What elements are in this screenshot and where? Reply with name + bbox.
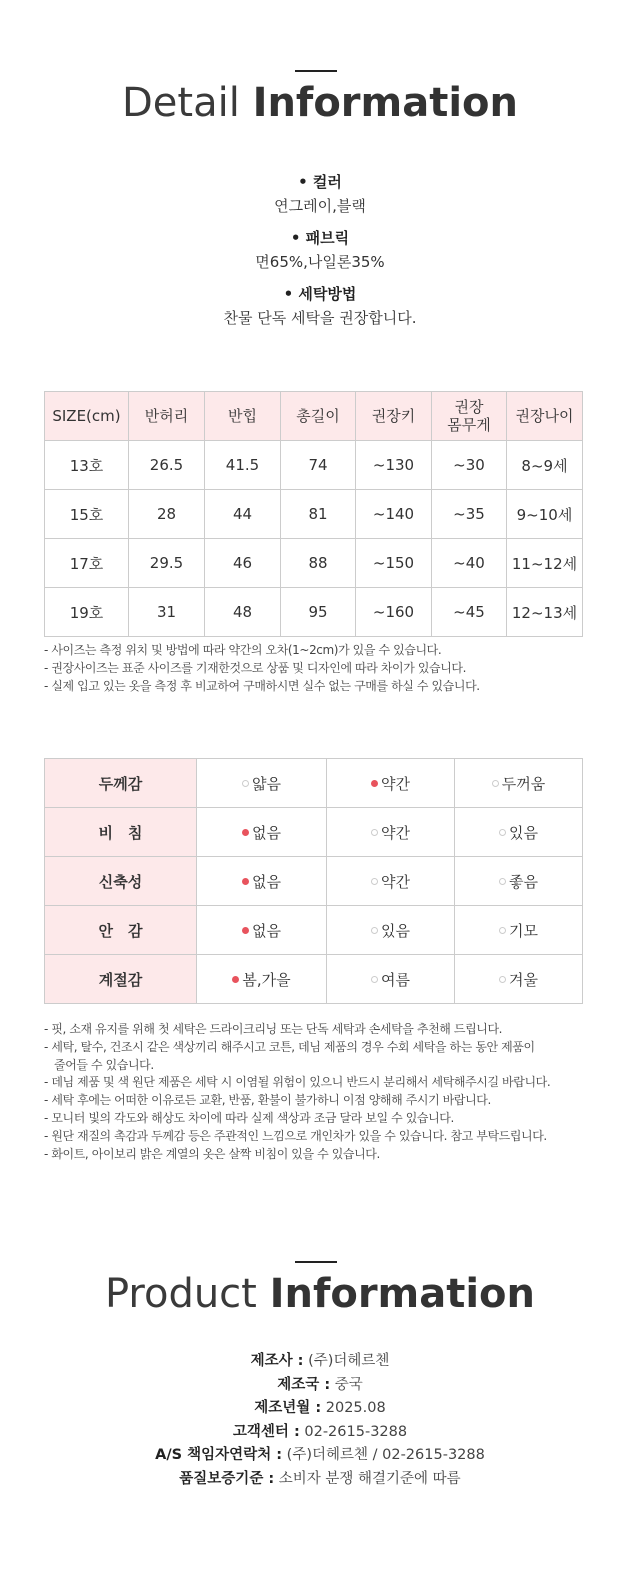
empty-dot-icon xyxy=(499,976,506,983)
table-row xyxy=(45,539,583,588)
feel-option-selected xyxy=(371,773,410,794)
size-header-cell: 총길이 xyxy=(281,392,356,441)
product-info-value: 소비자 분쟁 해결기준에 따름 xyxy=(278,1470,461,1487)
product-info-value: 2025.08 xyxy=(325,1400,386,1417)
filled-dot-icon xyxy=(232,976,239,983)
feel-option xyxy=(499,920,538,941)
size-cell: ~45 xyxy=(432,588,507,637)
care-note: 줄어들 수 있습니다. xyxy=(54,1057,154,1072)
size-cell: 19호 xyxy=(45,588,129,637)
table-row xyxy=(45,490,583,539)
detail-title-bold: Information xyxy=(252,80,518,126)
filled-dot-icon xyxy=(242,878,249,885)
product-info-key: A/S 책임자연락처 : xyxy=(155,1447,283,1464)
feel-option-label: 약간 xyxy=(381,823,410,842)
size-cell: 9~10세 xyxy=(507,490,583,539)
size-table xyxy=(44,391,583,637)
size-cell: ~130 xyxy=(356,441,432,490)
feel-option-label: 좋음 xyxy=(509,872,538,891)
care-note: - 세탁 후에는 어떠한 이유로든 교환, 반품, 환불이 불가하니 이점 양해해 주시기 바랍니다. xyxy=(44,1093,491,1108)
empty-dot-icon xyxy=(242,780,249,787)
feel-option-cell xyxy=(327,906,455,955)
size-cell: 13호 xyxy=(45,441,129,490)
detail-title-bar xyxy=(295,70,337,72)
feel-row-label: 비 침 xyxy=(45,808,197,857)
size-header-cell: 권장나이 xyxy=(507,392,583,441)
info-value: 찬물 단독 세탁을 권장합니다. xyxy=(223,309,417,327)
care-note: - 핏, 소재 유지를 위해 첫 세탁은 드라이크리닝 또는 단독 세탁과 손세탁을 추천해 드립니다. xyxy=(44,1022,503,1036)
care-note: - 모니터 빛의 각도와 해상도 차이에 따라 실제 색상과 조금 달라 보일 수 있습니다. xyxy=(44,1110,454,1125)
detail-title xyxy=(0,80,640,126)
size-cell: 81 xyxy=(281,490,356,539)
size-header-cell: 반힙 xyxy=(205,392,281,441)
feel-option xyxy=(499,969,538,990)
size-cell: ~40 xyxy=(432,539,507,588)
info-label: • 패브릭 xyxy=(290,229,350,247)
size-cell: ~140 xyxy=(356,490,432,539)
empty-dot-icon xyxy=(371,878,378,885)
feel-option-label: 있음 xyxy=(509,823,538,842)
feel-row-label: 계절감 xyxy=(45,955,197,1004)
size-cell: 8~9세 xyxy=(507,441,583,490)
size-header-cell: SIZE(cm) xyxy=(45,392,129,441)
feel-option-cell xyxy=(197,955,327,1004)
size-cell: 17호 xyxy=(45,539,129,588)
size-cell: 28 xyxy=(129,490,205,539)
feel-table-row xyxy=(45,808,583,857)
feel-option-cell xyxy=(455,906,583,955)
feel-table-row xyxy=(45,955,583,1004)
product-info-line xyxy=(0,1350,640,1374)
product-info-key: 품질보증기준 : xyxy=(179,1470,275,1487)
size-header-cell: 반허리 xyxy=(129,392,205,441)
size-cell: ~30 xyxy=(432,441,507,490)
info-label: • 세탁방법 xyxy=(283,285,357,303)
size-header-cell: 권장 몸무게 xyxy=(432,392,507,441)
feel-option-selected xyxy=(242,920,281,941)
size-cell: 41.5 xyxy=(205,441,281,490)
product-info-value: (주)더헤르첸 xyxy=(308,1353,390,1369)
feel-option-label: 두꺼움 xyxy=(501,774,546,793)
info-value: 연그레이,블랙 xyxy=(274,197,366,215)
size-cell: ~35 xyxy=(432,490,507,539)
feel-option-label: 봄,가을 xyxy=(242,970,291,989)
filled-dot-icon xyxy=(242,829,249,836)
feel-row-label: 안 감 xyxy=(45,906,197,955)
product-info-value: 중국 xyxy=(334,1376,363,1393)
feel-option-cell xyxy=(455,857,583,906)
care-note: - 원단 재질의 촉감과 두께감 등은 주관적인 느낌으로 개인차가 있을 수 있습니다. 참고 부탁드립니다. xyxy=(44,1128,547,1143)
feel-option-selected xyxy=(242,822,281,843)
product-info-line xyxy=(0,1397,640,1421)
feel-option-cell xyxy=(455,759,583,808)
feel-option xyxy=(371,920,410,941)
detail-title-light: Detail xyxy=(122,80,240,126)
feel-option-label: 약간 xyxy=(381,774,410,793)
product-info-key: 제조사 : xyxy=(250,1353,304,1369)
size-cell: 12~13세 xyxy=(507,588,583,637)
empty-dot-icon xyxy=(499,829,506,836)
feel-row-label: 신축성 xyxy=(45,857,197,906)
feel-option-label: 없음 xyxy=(252,823,281,842)
size-table-header-row xyxy=(45,392,583,441)
care-note: - 화이트, 아이보리 밝은 계열의 옷은 살짝 비침이 있을 수 있습니다. xyxy=(44,1146,380,1161)
feel-option-cell xyxy=(197,906,327,955)
size-cell: 88 xyxy=(281,539,356,588)
product-title xyxy=(0,1271,640,1317)
product-info-line xyxy=(0,1468,640,1492)
size-note: - 권장사이즈는 표준 사이즈를 기재한것으로 상품 및 디자인에 따라 차이가 있습니다. xyxy=(44,660,467,675)
feel-option-label: 기모 xyxy=(509,921,538,940)
care-notes xyxy=(44,1021,604,1163)
feel-option-cell xyxy=(327,857,455,906)
feel-option xyxy=(499,871,538,892)
size-cell: 44 xyxy=(205,490,281,539)
feel-option-cell xyxy=(197,808,327,857)
product-info-key: 고객센터 : xyxy=(232,1423,300,1440)
feel-option-label: 있음 xyxy=(381,921,410,940)
feel-option-label: 여름 xyxy=(381,970,410,989)
feel-option-cell xyxy=(327,759,455,808)
empty-dot-icon xyxy=(499,878,506,885)
size-cell: 11~12세 xyxy=(507,539,583,588)
feel-option-selected xyxy=(242,871,281,892)
care-note: - 데님 제품 및 색 원단 제품은 세탁 시 이염될 위험이 있으니 반드시 분리해서 세탁해주시길 바랍니다. xyxy=(44,1075,551,1090)
size-notes xyxy=(44,642,604,695)
size-cell: ~150 xyxy=(356,539,432,588)
product-info-line xyxy=(0,1374,640,1398)
product-title-light: Product xyxy=(104,1271,257,1317)
feel-option xyxy=(492,773,545,794)
table-row xyxy=(45,588,583,637)
info-value: 면65%,나일론35% xyxy=(255,253,385,271)
fabric-feel-table xyxy=(44,758,583,1004)
feel-option-label: 겨울 xyxy=(509,970,538,989)
product-info-block xyxy=(0,1350,640,1492)
size-cell: 31 xyxy=(129,588,205,637)
feel-option-cell xyxy=(197,857,327,906)
feel-table-row xyxy=(45,857,583,906)
empty-dot-icon xyxy=(499,927,506,934)
feel-option-cell xyxy=(327,808,455,857)
size-header-cell: 권장키 xyxy=(356,392,432,441)
size-cell: 95 xyxy=(281,588,356,637)
feel-option xyxy=(371,871,410,892)
feel-option-label: 없음 xyxy=(252,921,281,940)
size-cell: 48 xyxy=(205,588,281,637)
feel-option-cell xyxy=(455,808,583,857)
feel-table-row xyxy=(45,906,583,955)
feel-option-label: 없음 xyxy=(252,872,281,891)
product-info-line xyxy=(0,1421,640,1445)
product-info-key: 제조국 : xyxy=(277,1376,331,1393)
product-title-bar xyxy=(295,1261,337,1263)
size-note: - 사이즈는 측정 위치 및 방법에 따라 약간의 오차(1~2cm)가 있을 수 있습니다. xyxy=(44,643,442,657)
empty-dot-icon xyxy=(371,976,378,983)
size-cell: 46 xyxy=(205,539,281,588)
filled-dot-icon xyxy=(371,780,378,787)
size-cell: 15호 xyxy=(45,490,129,539)
size-cell: 26.5 xyxy=(129,441,205,490)
product-info-key: 제조년월 : xyxy=(254,1400,322,1417)
feel-option xyxy=(242,773,281,794)
feel-option-label: 얇음 xyxy=(252,774,281,793)
feel-option-cell xyxy=(455,955,583,1004)
table-row xyxy=(45,441,583,490)
info-item-fabric xyxy=(0,226,640,274)
product-title-bold: Information xyxy=(269,1271,536,1317)
product-info-value: 02-2615-3288 xyxy=(304,1423,408,1440)
feel-table-row xyxy=(45,759,583,808)
feel-option-cell xyxy=(327,955,455,1004)
size-cell: ~160 xyxy=(356,588,432,637)
empty-dot-icon xyxy=(492,780,499,787)
empty-dot-icon xyxy=(371,829,378,836)
feel-option-selected xyxy=(232,969,290,990)
feel-option xyxy=(499,822,538,843)
feel-option-cell xyxy=(197,759,327,808)
detail-info-block xyxy=(0,170,640,338)
care-note: - 세탁, 탈수, 건조시 같은 색상끼리 해주시고 코튼, 데님 제품의 경우 수회 세탁을 하는 동안 제품이 xyxy=(44,1039,535,1054)
size-cell: 29.5 xyxy=(129,539,205,588)
feel-row-label: 두께감 xyxy=(45,759,197,808)
info-item-wash xyxy=(0,282,640,330)
filled-dot-icon xyxy=(242,927,249,934)
info-label: • 컬러 xyxy=(298,173,342,191)
product-info-value: (주)더헤르첸 / 02-2615-3288 xyxy=(286,1447,485,1464)
feel-option xyxy=(371,822,410,843)
feel-option xyxy=(371,969,410,990)
size-cell: 74 xyxy=(281,441,356,490)
info-item-color xyxy=(0,170,640,218)
feel-option-label: 약간 xyxy=(381,872,410,891)
product-info-line xyxy=(0,1444,640,1468)
empty-dot-icon xyxy=(371,927,378,934)
size-note: - 실제 입고 있는 옷을 측정 후 비교하여 구매하시면 실수 없는 구매를 하실 수 있습니다. xyxy=(44,678,480,693)
